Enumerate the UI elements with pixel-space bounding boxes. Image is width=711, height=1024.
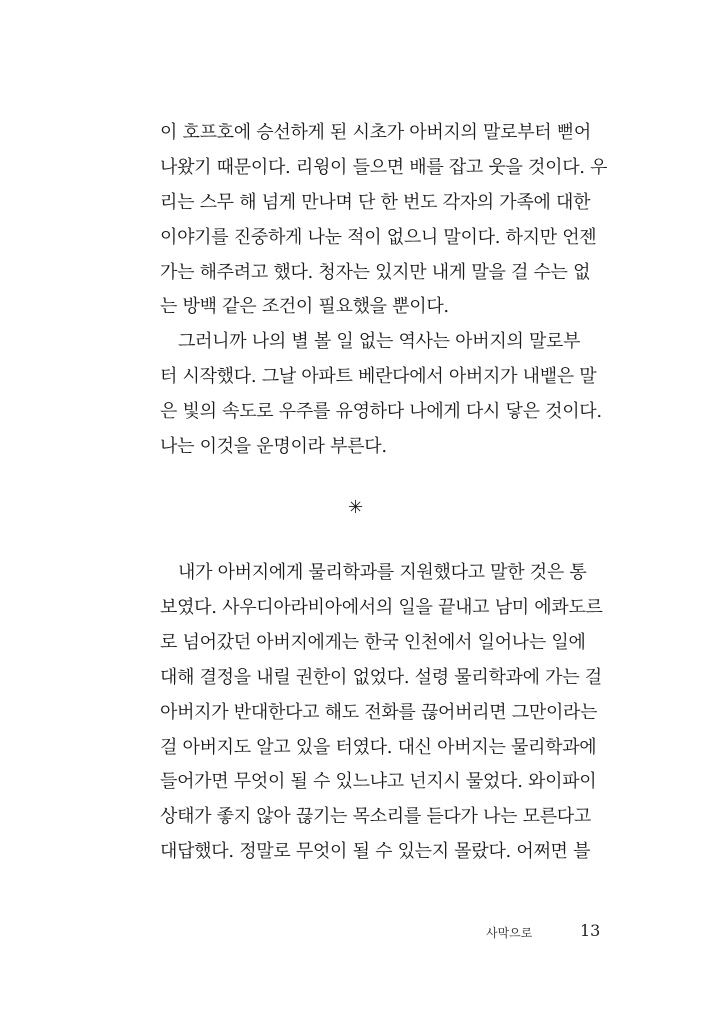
text-line: 나왔기 때문이다. 리윙이 들으면 배를 잡고 웃을 것이다. 우	[160, 157, 608, 178]
text-line: 대답했다. 정말로 무엇이 될 수 있는지 몰랐다. 어쩌면 블	[160, 841, 591, 862]
text-line: 이 호프호에 승선하게 된 시초가 아버지의 말로부터 뻗어	[160, 122, 591, 143]
text-line: 상태가 좋지 않아 끊기는 목소리를 듣다가 나는 모른다고	[160, 806, 591, 827]
text-line: 그러니까 나의 별 볼 일 없는 역사는 아버지의 말로부	[178, 331, 581, 352]
text-line: 로 넘어갔던 아버지에게는 한국 인천에서 일어나는 일에	[160, 632, 586, 653]
running-footer-title: 사막으로	[486, 926, 533, 940]
text-line: 리는 스무 해 넘게 만나며 단 한 번도 각자의 가족에 대한	[160, 192, 591, 213]
text-line: 터 시작했다. 그날 아파트 베란다에서 아버지가 내뱉은 말	[160, 366, 597, 387]
text-line: 걸 아버지도 알고 있을 터였다. 대신 아버지는 물리학과에	[160, 737, 597, 758]
section-break-asterisk: ✳	[347, 497, 364, 518]
text-line: 나는 이것을 운명이라 부른다.	[160, 436, 387, 457]
text-line: 대해 결정을 내릴 권한이 없었다. 설령 물리학과에 가는 걸	[160, 667, 602, 688]
text-line: 이야기를 진중하게 나눈 적이 없으니 말이다. 하지만 언젠	[160, 227, 597, 248]
text-line: 보였다. 사우디아라비아에서의 일을 끝내고 남미 에콰도르	[160, 597, 603, 618]
text-line: 가는 해주려고 했다. 청자는 있지만 내게 말을 걸 수는 없	[160, 262, 591, 283]
text-line: 내가 아버지에게 물리학과를 지원했다고 말한 것은 통	[178, 562, 587, 583]
page-number: 13	[580, 921, 601, 940]
text-line: 아버지가 반대한다고 해도 전화를 끊어버리면 그만이라는	[160, 702, 598, 723]
text-line: 은 빛의 속도로 우주를 유영하다 나에게 다시 닿은 것이다.	[160, 401, 602, 422]
text-line: 들어가면 무엇이 될 수 있느냐고 넌지시 물었다. 와이파이	[160, 771, 597, 792]
text-line: 는 방백 같은 조건이 필요했을 뿐이다.	[160, 296, 449, 317]
